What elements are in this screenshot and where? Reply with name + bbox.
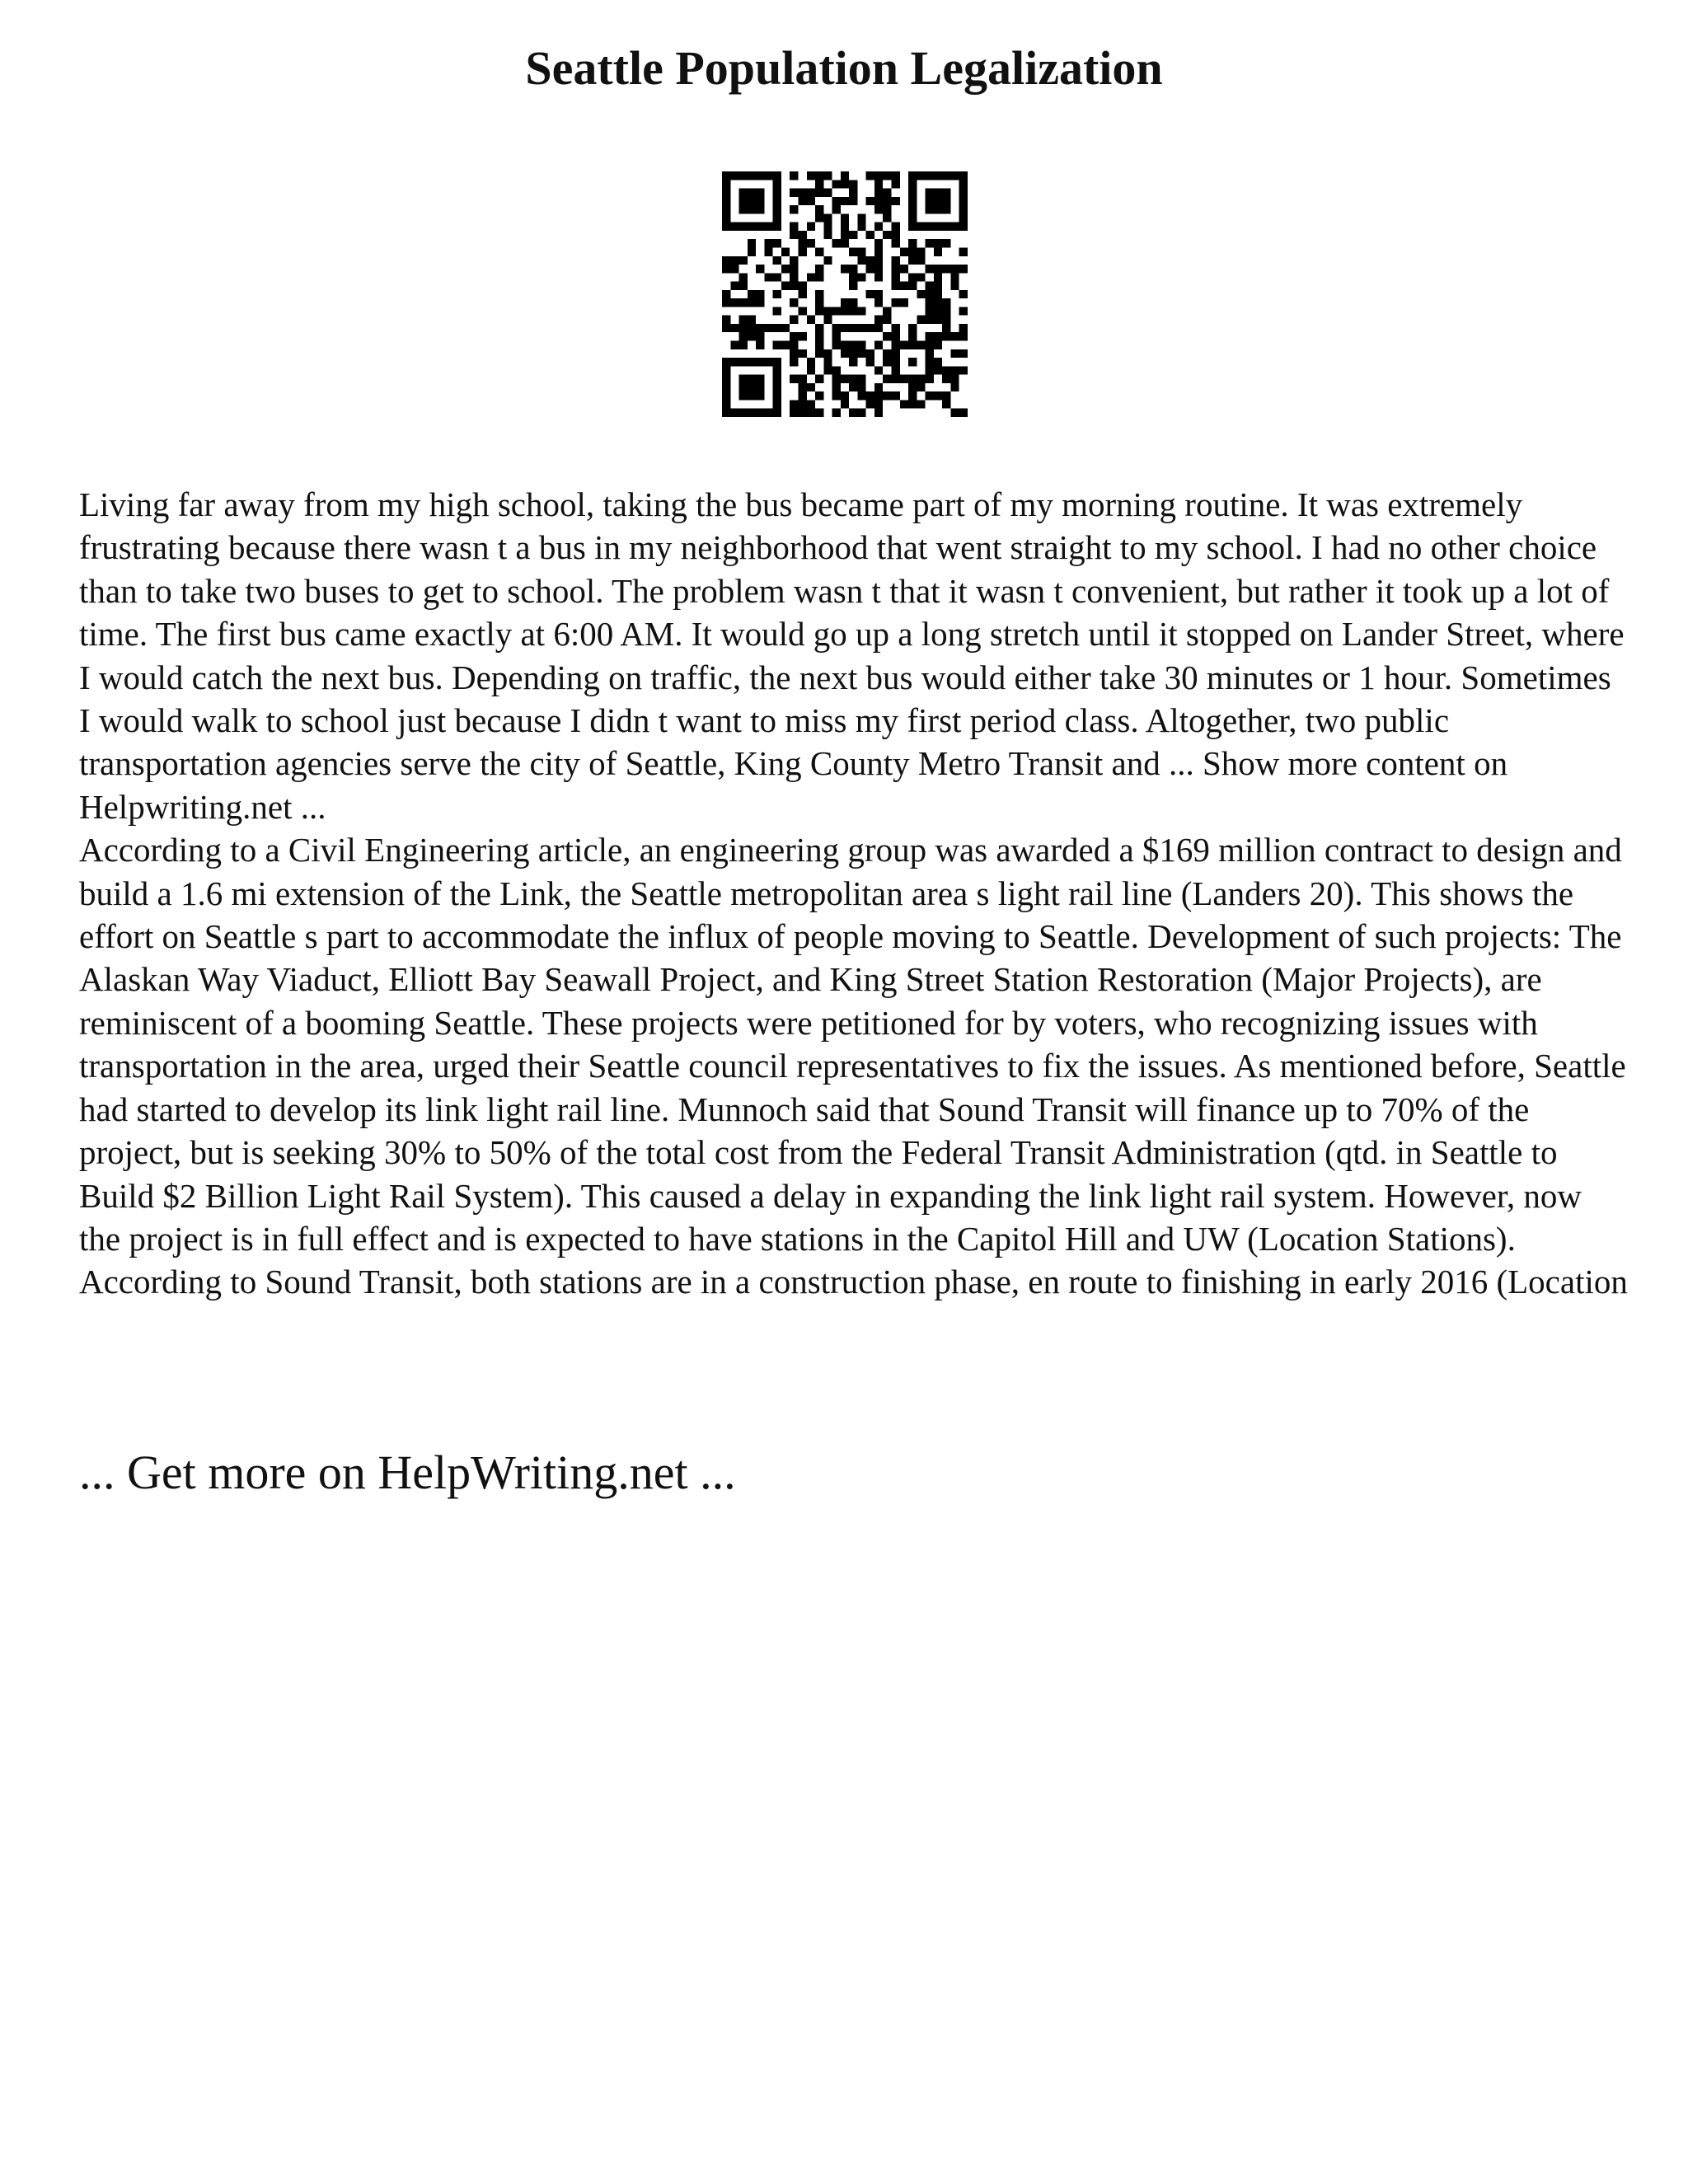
document-title: Seattle Population Legalization — [525, 41, 1163, 95]
get-more-link[interactable]: ... Get more on HelpWriting.net ... — [79, 1446, 736, 1499]
article-body — [79, 483, 1629, 1304]
article-paragraph: Living far away from my high school, taking the bus became part of my morning routine. It was extremely frustrating because there wasn t a bus in my neighborhood that went straight to my school. I had no other choice than to take two buses to get to school. The problem wasn t that it wasn t convenient, but rather it took up a lot of time. The first bus came exactly at 6:00 AM. It would go up a long stretch until it stopped on Lander Street, where I would catch the next bus. Depending on traffic, the next bus would either take 30 minutes or 1 hour. Sometimes I would walk to school just because I didn t want to miss my first period class. Altogether, two public transportation agencies serve the city of Seattle, King County Metro Transit and ... Show more content on Helpwriting.net ... — [79, 485, 1625, 826]
article-paragraph: According to a Civil Engineering article, an engineering group was awarded a $169 million contract to design and build a 1.6 mi extension of the Link, the Seattle metropolitan area s light rail line (Landers 20). This shows the effort on Seattle s part to accommodate the influx of people moving to Seattle. Development of such projects: The Alaskan Way Viaduct, Elliott Bay Seawall Project, and King Street Station Restoration (Major Projects), are reminiscent of a booming Seattle. These projects were petitioned for by voters, who recognizing issues with transportation in the area, urged their Seattle council representatives to fix the issues. As mentioned before, Seattle had started to develop its link light rail line. Munnoch said that Sound Transit will finance up to 70% of the project, but is seeking 30% to 50% of the total cost from the Federal Transit Administration (qtd. in Seattle to Build $2 Billion Light Rail System). This caused a delay in expanding the link light rail system. However, now the project is in full effect and is expected to have stations in the Capitol Hill and UW (Location Stations). According to Sound Transit, both stations are in a construction phase, en route to finishing in early 2016 (Location — [79, 831, 1628, 1301]
qr-code-icon — [722, 171, 968, 417]
